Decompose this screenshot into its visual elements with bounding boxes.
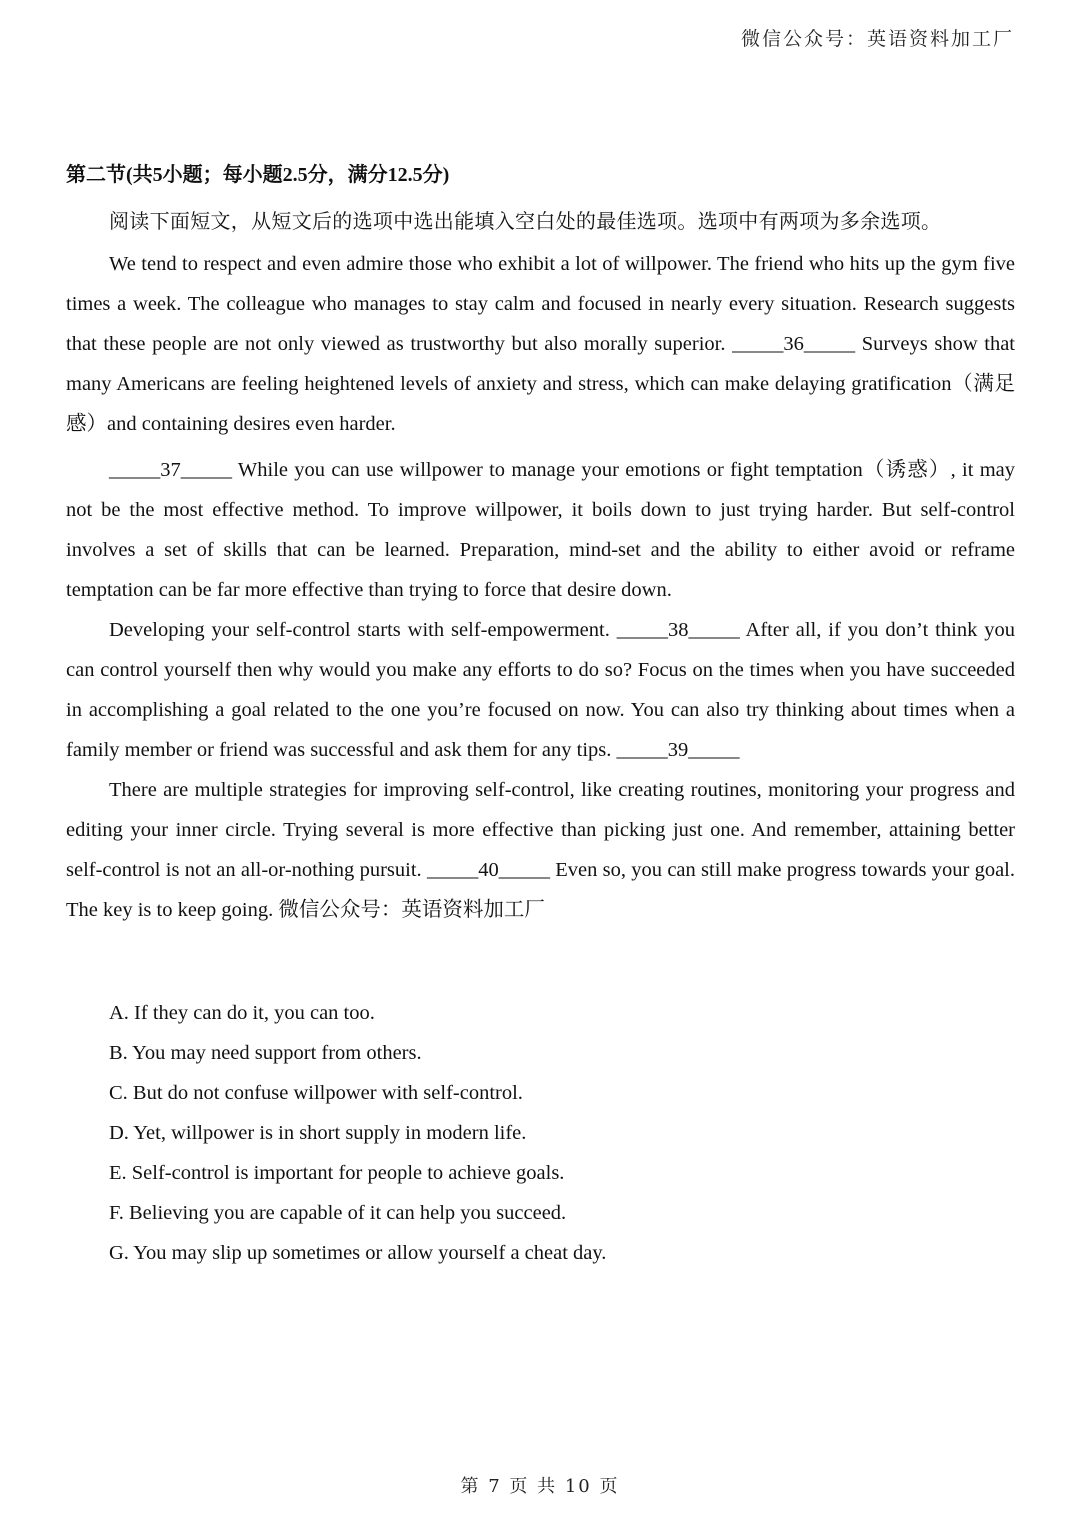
option-b: B. You may need support from others. [109,1042,422,1064]
paragraph-4-text-a: There are multiple strategies for improving self-control, like creating routines, monitoring your progress and editing your inner circle. Trying several is more effective than picking just one. And remember, attaining better self-control is not an all-or-nothing pursuit. [66,779,1015,881]
option-e: E. Self-control is important for people to achieve goals. [109,1162,565,1184]
section-instruction: 阅读下面短文，从短文后的选项中选出能填入空白处的最佳选项。选项中有两项为多余选项。 [109,209,942,233]
option-a: A. If they can do it, you can too. [109,1002,375,1024]
main-content [66,158,1015,930]
passage-paragraph-4 [66,770,1015,930]
option-f: F. Believing you are capable of it can help you succeed. [109,1202,567,1224]
passage-paragraph-1 [66,244,1015,444]
page-footer: 第 7 页 共 10 页 [460,1476,620,1497]
paragraph-2-text-a: While you can use willpower to manage your emotions or fight temptation（诱惑）, it may not be the most effective method. To improve willpower, it boils down to just trying harder. But self-control involves a set of skills that can be learned. Preparation, mind-set and the ability to either avoid or reframe temptation can be far more effective than trying to force that desire down. [66,459,1015,601]
inline-watermark: 微信公众号：英语资料加工厂 [278,899,545,921]
blank-36: _____36_____ [732,333,856,355]
paragraph-1-text-b: Surveys show that many Americans are feeling heightened levels of anxiety and stress, which can make delaying gratification（满足感）and containing desires even harder. [66,333,1015,435]
blank-38: _____38_____ [616,619,740,641]
paragraph-4-text-b: Even so, you can still make progress towards your goal. The key is to keep going. [66,859,1015,921]
option-c: C. But do not confuse willpower with self-control. [109,1082,523,1104]
options-list [109,993,1009,1273]
paragraph-3-text-a: Developing your self-control starts with self-empowerment. [109,619,617,641]
blank-40: _____40_____ [426,859,550,881]
option-d: D. Yet, willpower is in short supply in modern life. [109,1122,527,1144]
section-title: 第二节(共5小题；每小题2.5分，满分12.5分) [66,164,450,186]
passage-paragraph-3 [66,610,1015,770]
paragraph-3-text-b: After all, if you don’t think you can control yourself then why would you make any efforts to do so? Focus on the times when you have succeeded in accomplishing a goal related to the one you’re focused on now. You can also try thinking about times when a family member or friend was successful and ask them for any tips. [66,619,1015,761]
blank-39: _____39_____ [616,739,740,761]
header-watermark: 微信公众号：英语资料加工厂 [740,28,1014,50]
paragraph-1-text-a: We tend to respect and even admire those who exhibit a lot of willpower. The friend who hits up the gym five times a week. The colleague who manages to stay calm and focused in nearly every situation. Research suggests that these people are not only viewed as trustworthy but also morally superior. [66,253,1015,355]
blank-37: _____37_____ [109,459,232,481]
option-g: G. You may slip up sometimes or allow yourself a cheat day. [109,1242,607,1264]
passage-paragraph-2 [66,450,1015,610]
